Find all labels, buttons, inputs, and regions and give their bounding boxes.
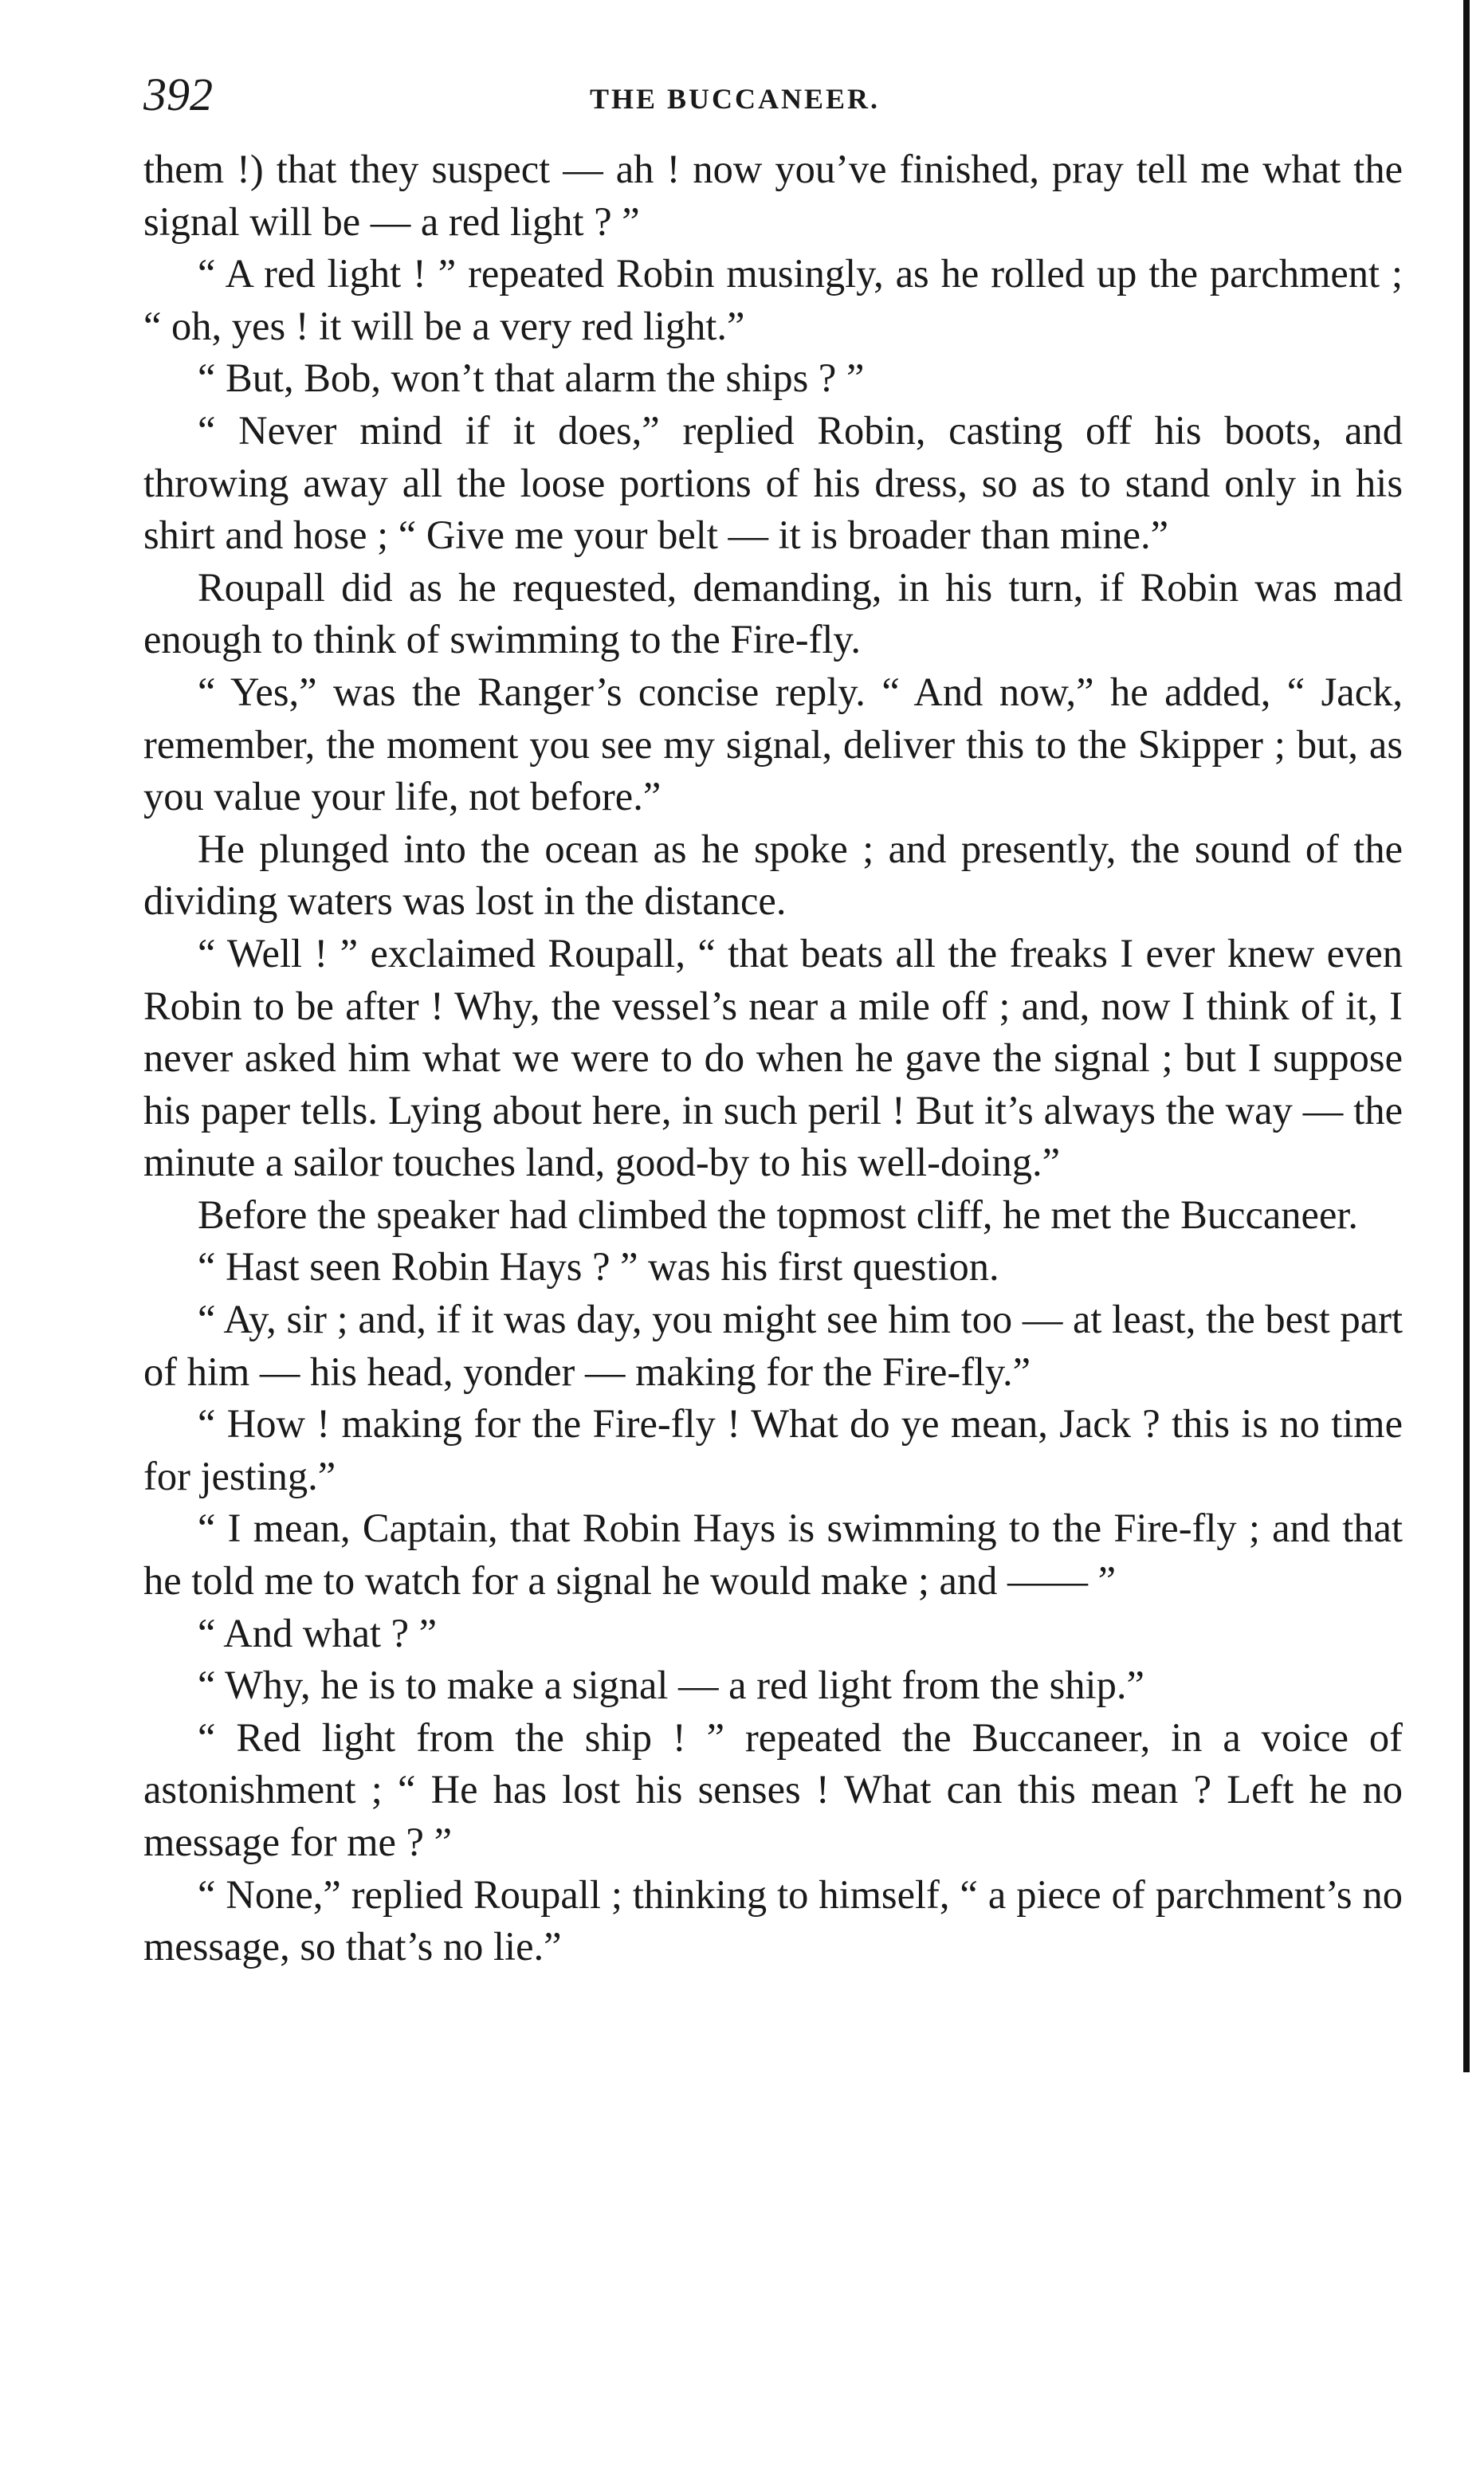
paragraph: “ How ! making for the Fire-fly ! What do ye mean, Jack ? this is no time for jesting.” bbox=[143, 1401, 1403, 1498]
paragraph: Roupall did as he requested, demanding, in his turn, if Robin was mad enough to think of swimming to the Fire-fly. bbox=[143, 564, 1403, 662]
paragraph: “ And what ? ” bbox=[198, 1610, 438, 1655]
body-text bbox=[143, 143, 1403, 1973]
paragraph: “ Hast seen Robin Hays ? ” was his first question. bbox=[198, 1244, 999, 1290]
paragraph: “ Ay, sir ; and, if it was day, you might see him too — at least, the best part of him — his head, yonder — making for the Fire-fly.” bbox=[143, 1297, 1403, 1394]
paragraph: “ Well ! ” exclaimed Roupall, “ that beats all the freaks I ever knew even Robin to be after ! Why, the vessel’s near a mile off ; and, now I think of it, I never asked him what we were to do when he gave the signal ; but I suppose his paper tells. Lying about here, in such peril ! But it’s always the way — the minute a sailor touches land, good-by to his well-doing.” bbox=[143, 930, 1403, 1185]
paragraph: them !) that they suspect — ah ! now you’ve finished, pray tell me what the signal will be — a red light ? ” bbox=[143, 147, 1403, 244]
paragraph: “ Yes,” was the Ranger’s concise reply. “ And now,” he added, “ Jack, remember, the moment you see my signal, deliver this to the Skipper ; but, as you value your life, not before.” bbox=[143, 669, 1403, 819]
paragraph: He plunged into the ocean as he spoke ; and presently, the sound of the dividing waters was lost in the distance. bbox=[143, 826, 1403, 924]
running-title: THE BUCCANEER. bbox=[590, 83, 881, 115]
paragraph: “ Red light from the ship ! ” repeated the Buccaneer, in a voice of astonishment ; “ He has lost his senses ! What can this mean ? Left he no message for me ? ” bbox=[143, 1714, 1403, 1864]
paragraph: “ I mean, Captain, that Robin Hays is swimming to the Fire-fly ; and that he told me to watch for a signal he would make ; and —— ” bbox=[143, 1506, 1403, 1604]
paragraph: “ Why, he is to make a signal — a red light from the ship.” bbox=[198, 1663, 1144, 1708]
page-header bbox=[143, 67, 1403, 131]
paragraph: “ A red light ! ” repeated Robin musingly, as he rolled up the parchment ; “ oh, yes ! it will be a very red light.” bbox=[143, 251, 1403, 348]
paragraph: “ None,” replied Roupall ; thinking to himself, “ a piece of parchment’s no message, so that’s no lie.” bbox=[143, 1871, 1403, 1969]
page-number: 392 bbox=[143, 69, 213, 120]
paragraph: “ Never mind if it does,” replied Robin, casting off his boots, and throwing away all the loose portions of his dress, so as to stand only in his shirt and hose ; “ Give me your belt — it is broader than mine.” bbox=[143, 407, 1403, 558]
paragraph: “ But, Bob, won’t that alarm the ships ? ” bbox=[198, 355, 865, 401]
page-edge-rule bbox=[1463, 0, 1470, 2072]
paragraph: Before the speaker had climbed the topmost cliff, he met the Buccaneer. bbox=[198, 1192, 1359, 1237]
